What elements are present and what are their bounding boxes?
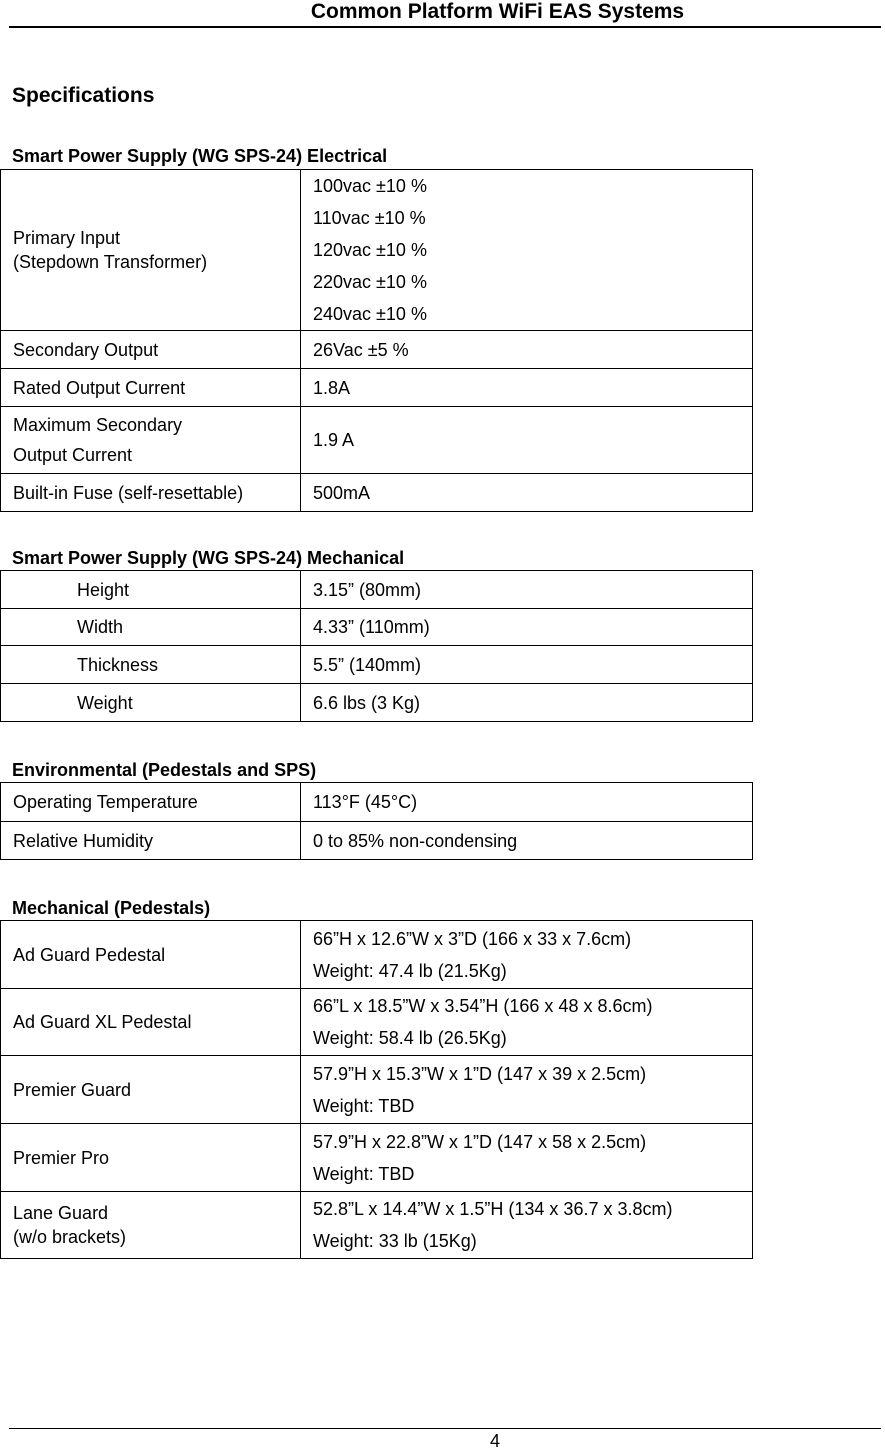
pedestal-dimensions: 66”H x 12.6”W x 3”D (166 x 33 x 7.6cm)	[313, 928, 632, 949]
secondary-output-value: 26Vac ±5 %	[301, 331, 753, 369]
page-number: 4	[490, 1431, 501, 1451]
pedestal-weight: Weight: TBD	[313, 1163, 415, 1184]
table-row	[1, 783, 753, 822]
secondary-output-label: Secondary Output	[1, 331, 301, 369]
width-label: Width	[1, 609, 301, 646]
primary-input-value: 120vac ±10 %	[313, 240, 427, 260]
mechanical-pedestals-spec-table	[0, 920, 753, 1259]
table-row	[1, 331, 753, 369]
table-row	[1, 1056, 753, 1124]
relative-humidity-value: 0 to 85% non-condensing	[301, 822, 753, 860]
primary-input-sublabel: (Stepdown Transformer)	[13, 252, 208, 272]
mechanical-pedestals-section-title: Mechanical (Pedestals)	[12, 898, 211, 918]
pedestal-weight: Weight: 58.4 lb (26.5Kg)	[313, 1028, 507, 1048]
pedestal-dimensions: 57.9”H x 15.3”W x 1”D (147 x 39 x 2.5cm)	[313, 1063, 647, 1084]
spec-value-cell	[301, 1124, 753, 1192]
spec-value-cell	[301, 989, 753, 1056]
fuse-label: Built-in Fuse (self-resettable)	[1, 474, 301, 512]
primary-input-value: 220vac ±10 %	[313, 272, 427, 292]
document-header-title: Common Platform WiFi EAS Systems	[310, 0, 685, 23]
premier-pro-label: Premier Pro	[1, 1124, 301, 1192]
pedestal-dimensions: 66”L x 18.5”W x 3.54”H (166 x 48 x 8.6cm)	[313, 996, 653, 1016]
table-row	[1, 369, 753, 407]
ad-guard-xl-pedestal-label: Ad Guard XL Pedestal	[1, 989, 301, 1056]
table-row	[1, 474, 753, 512]
table-row	[1, 921, 753, 989]
rated-output-current-label: Rated Output Current	[1, 369, 301, 407]
table-row	[1, 1124, 753, 1192]
lane-guard-sublabel: (w/o brackets)	[13, 1227, 127, 1247]
pedestal-weight: Weight: 33 lb (15Kg)	[313, 1231, 477, 1251]
primary-input-value: 110vac ±10 %	[313, 208, 426, 228]
relative-humidity-label: Relative Humidity	[1, 822, 301, 860]
spec-label-cell	[1, 170, 301, 331]
height-label: Height	[1, 571, 301, 609]
weight-label: Weight	[1, 684, 301, 722]
max-secondary-value: 1.9 A	[301, 407, 753, 474]
environmental-spec-table	[0, 782, 753, 860]
mechanical-sps-section-title: Smart Power Supply (WG SPS-24) Mechanical	[12, 548, 405, 568]
pedestal-dimensions: 52.8”L x 14.4”W x 1.5”H (134 x 36.7 x 3.8cm)	[313, 1199, 673, 1219]
footer-divider	[9, 1428, 881, 1429]
table-row	[1, 684, 753, 722]
pedestal-weight: Weight: TBD	[313, 1095, 415, 1116]
height-value: 3.15” (80mm)	[301, 571, 753, 609]
page-heading: Specifications	[12, 84, 155, 107]
width-value: 4.33” (110mm)	[301, 609, 753, 646]
table-row	[1, 646, 753, 684]
fuse-value: 500mA	[301, 474, 753, 512]
spec-value-cell	[301, 170, 753, 331]
pedestal-weight: Weight: 47.4 lb (21.5Kg)	[313, 960, 507, 981]
electrical-spec-table	[0, 169, 753, 512]
operating-temperature-label: Operating Temperature	[1, 783, 301, 822]
max-secondary-label: Maximum Secondary	[13, 415, 183, 435]
electrical-section-title: Smart Power Supply (WG SPS-24) Electrical	[12, 146, 388, 166]
rated-output-current-value: 1.8A	[301, 369, 753, 407]
table-row	[1, 571, 753, 609]
primary-input-label: Primary Input	[13, 228, 121, 248]
thickness-label: Thickness	[1, 646, 301, 684]
mechanical-sps-spec-table	[0, 570, 753, 722]
environmental-section-title: Environmental (Pedestals and SPS)	[12, 760, 317, 780]
weight-value: 6.6 lbs (3 Kg)	[301, 684, 753, 722]
lane-guard-label: Lane Guard	[13, 1203, 109, 1223]
ad-guard-pedestal-label: Ad Guard Pedestal	[1, 921, 301, 989]
table-row	[1, 407, 753, 474]
header-divider	[9, 26, 881, 28]
max-secondary-sublabel: Output Current	[13, 445, 133, 465]
table-row	[1, 989, 753, 1056]
spec-label-cell	[1, 407, 301, 474]
table-row	[1, 170, 753, 331]
primary-input-value: 100vac ±10 %	[313, 176, 427, 196]
table-row	[1, 822, 753, 860]
spec-value-cell	[301, 921, 753, 989]
spec-value-cell	[301, 1192, 753, 1259]
operating-temperature-value: 113°F (45°C)	[301, 783, 753, 822]
table-row	[1, 609, 753, 646]
primary-input-value: 240vac ±10 %	[313, 304, 427, 324]
pedestal-dimensions: 57.9”H x 22.8”W x 1”D (147 x 58 x 2.5cm)	[313, 1131, 647, 1152]
table-row	[1, 1192, 753, 1259]
spec-value-cell	[301, 1056, 753, 1124]
premier-guard-label: Premier Guard	[1, 1056, 301, 1124]
spec-label-cell	[1, 1192, 301, 1259]
thickness-value: 5.5” (140mm)	[301, 646, 753, 684]
